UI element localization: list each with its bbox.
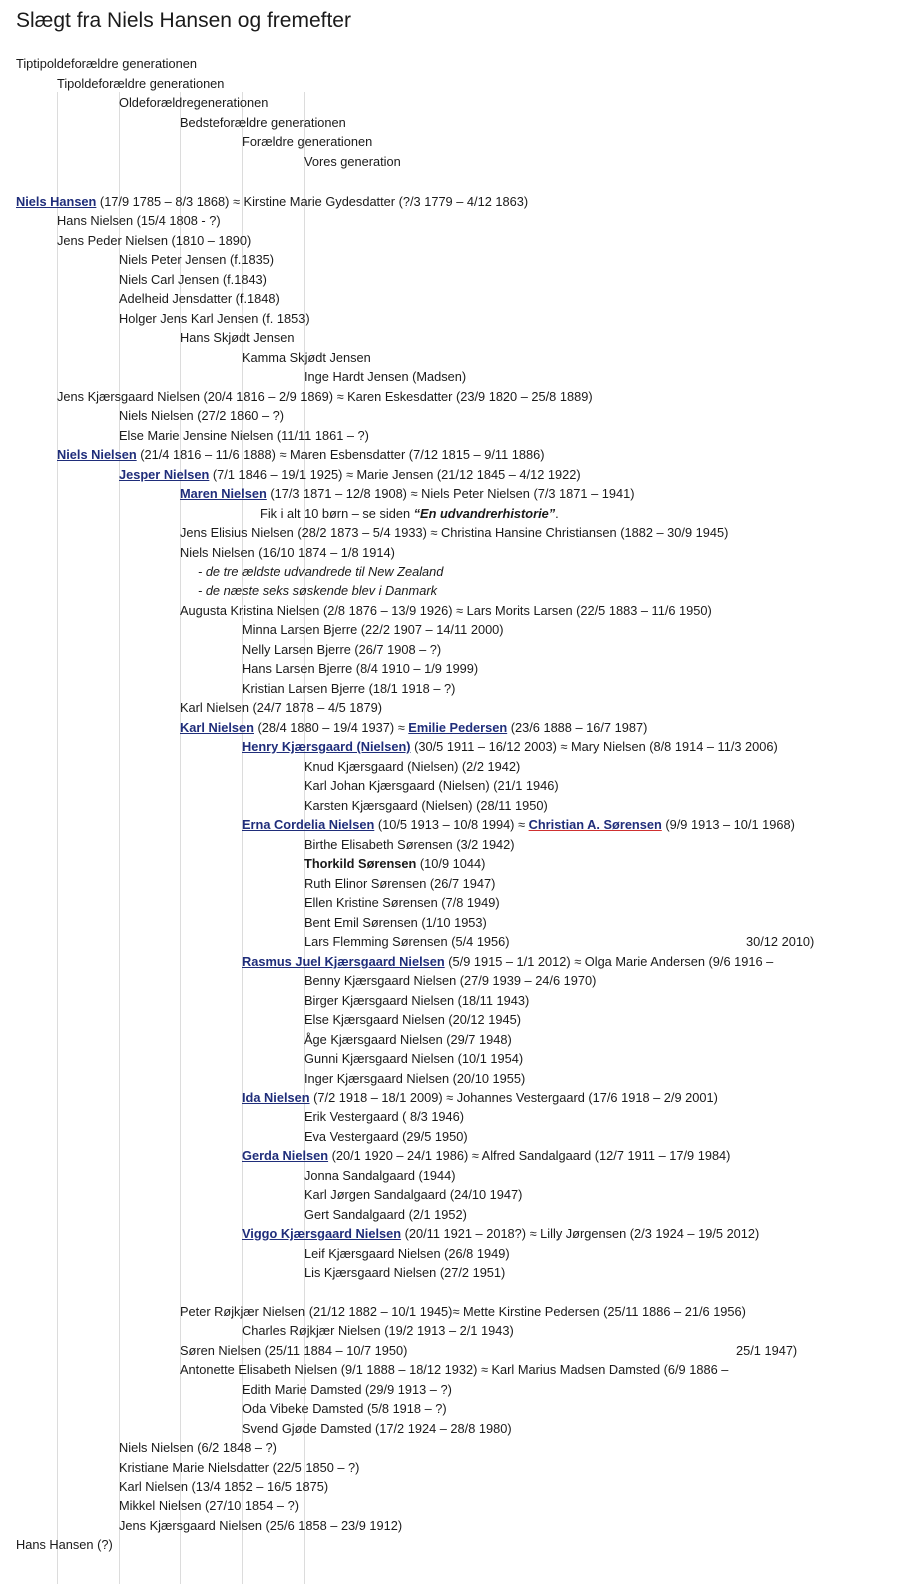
person-entry xyxy=(304,1011,521,1029)
person-entry xyxy=(242,680,455,698)
person-entry xyxy=(242,1381,452,1399)
person-entry xyxy=(180,329,295,347)
wrapped-date-text: 30/12 2010) xyxy=(746,934,815,949)
entry-text: Kamma Skjødt Jensen xyxy=(242,350,371,365)
entry-text: Edith Marie Damsted (29/9 1913 – ?) xyxy=(242,1382,452,1397)
entry-text: (21/4 1816 – 11/6 1888) ≈ Maren Esbensdatter (7/12 1815 – 9/11 1886) xyxy=(136,447,545,462)
person-entry xyxy=(119,407,284,425)
entry-text: (28/4 1880 – 19/4 1937) ≈ xyxy=(253,720,409,735)
person-entry xyxy=(16,193,528,211)
person-entry xyxy=(242,1322,514,1340)
entry-text: Nelly Larsen Bjerre (26/7 1908 – ?) xyxy=(242,642,442,657)
person-entry xyxy=(119,427,369,445)
entry-text: Lars Flemming Sørensen (5/4 1956) xyxy=(304,934,510,949)
entry-text: Adelheid Jensdatter (f.1848) xyxy=(119,291,280,306)
person-entry xyxy=(242,1147,730,1165)
person-link[interactable]: Karl Nielsen xyxy=(180,720,254,735)
entry-text: Inger Kjærsgaard Nielsen (20/10 1955) xyxy=(304,1071,526,1086)
person-entry xyxy=(304,1050,523,1068)
person-entry xyxy=(180,719,647,737)
generation-header: Forældre generationen xyxy=(242,134,373,149)
person-entry xyxy=(304,836,515,854)
entry-text: Minna Larsen Bjerre (22/2 1907 – 14/11 2000) xyxy=(242,622,504,637)
entry-text: (20/11 1921 – 2018?) ≈ Lilly Jørgensen (2/3 1924 – 19/5 2012) xyxy=(401,1226,760,1241)
person-link[interactable]: Niels Hansen xyxy=(16,194,97,209)
person-entry xyxy=(242,1420,512,1438)
entry-text: (10/5 1913 – 10/8 1994) ≈ xyxy=(374,817,529,832)
person-entry xyxy=(304,1206,467,1224)
entry-text: (7/2 1918 – 18/1 2009) ≈ Johannes Vestergaard (17/6 1918 – 2/9 2001) xyxy=(309,1090,718,1105)
person-entry xyxy=(242,349,371,367)
entry-text: Birger Kjærsgaard Nielsen (18/11 1943) xyxy=(304,993,530,1008)
person-entry xyxy=(119,1497,299,1515)
person-entry xyxy=(242,641,441,659)
entry-text: Augusta Kristina Nielsen (2/8 1876 – 13/9 1926) ≈ Lars Morits Larsen (22/5 1883 – 11/6 1950) xyxy=(180,603,712,618)
person-entry xyxy=(304,1167,456,1185)
person-entry xyxy=(304,1264,505,1282)
person-entry xyxy=(180,524,728,542)
generation-guide-line xyxy=(57,92,58,1584)
entry-text: Karl Nielsen (24/7 1878 – 4/5 1879) xyxy=(180,700,383,715)
page-reference: “En udvandrerhistorie” xyxy=(413,506,556,521)
person-entry xyxy=(119,1478,328,1496)
person-link[interactable]: Erna Cordelia Nielsen xyxy=(242,817,375,832)
entry-text: Niels Nielsen (27/2 1860 – ?) xyxy=(119,408,285,423)
entry-text: Niels Peter Jensen (f.1835) xyxy=(119,252,275,267)
entry-text: Hans Larsen Bjerre (8/4 1910 – 1/9 1999) xyxy=(242,661,479,676)
entry-text: Thorkild Sørensen xyxy=(304,856,417,871)
person-entry xyxy=(304,777,559,795)
person-entry xyxy=(304,875,495,893)
entry-text: Benny Kjærsgaard Nielsen (27/9 1939 – 24/6 1970) xyxy=(304,973,597,988)
entry-text: Karl Nielsen (13/4 1852 – 16/5 1875) xyxy=(119,1479,329,1494)
entry-text: Jens Kjærsgaard Nielsen (20/4 1816 – 2/9 1869) ≈ Karen Eskesdatter (23/9 1820 – 25/8 1889) xyxy=(57,389,593,404)
entry-text: Ruth Elinor Sørensen (26/7 1947) xyxy=(304,876,496,891)
entry-text: Leif Kjærsgaard Nielsen (26/8 1949) xyxy=(304,1246,510,1261)
entry-text: Hans Hansen (?) xyxy=(16,1537,113,1552)
generation-header: Tipoldeforældre generationen xyxy=(57,76,225,91)
person-entry xyxy=(304,855,485,873)
entry-text: Fik i alt 10 børn – se siden xyxy=(260,506,414,521)
person-link[interactable]: Niels Nielsen xyxy=(57,447,137,462)
entry-text: Gunni Kjærsgaard Nielsen (10/1 1954) xyxy=(304,1051,524,1066)
generation-header: Vores generation xyxy=(304,154,401,169)
entry-text: Mikkel Nielsen (27/10 1854 – ?) xyxy=(119,1498,299,1513)
generation-header: Bedsteforældre generationen xyxy=(180,115,346,130)
entry-text: Charles Røjkjær Nielsen (19/2 1913 – 2/1 1943) xyxy=(242,1323,514,1338)
person-entry xyxy=(119,466,581,484)
person-entry xyxy=(119,310,310,328)
person-link[interactable]: Viggo Kjærsgaard Nielsen xyxy=(242,1226,402,1241)
generation-header: Oldeforældregenerationen xyxy=(119,95,269,110)
person-entry xyxy=(180,1361,728,1379)
entry-text: (20/1 1920 – 24/1 1986) ≈ Alfred Sandalgaard (12/7 1911 – 17/9 1984) xyxy=(328,1148,731,1163)
entry-text: Birthe Elisabeth Sørensen (3/2 1942) xyxy=(304,837,515,852)
entry-text: (5/9 1915 – 1/1 2012) ≈ Olga Marie Andersen (9/6 1916 – xyxy=(444,954,774,969)
person-entry xyxy=(304,368,466,386)
person-entry xyxy=(119,1517,402,1535)
person-entry xyxy=(119,271,267,289)
person-entry xyxy=(242,738,778,756)
person-entry xyxy=(242,953,773,971)
entry-text: Knud Kjærsgaard (Nielsen) (2/2 1942) xyxy=(304,759,521,774)
person-entry xyxy=(119,290,280,308)
person-link[interactable]: Maren Nielsen xyxy=(180,486,267,501)
person-entry xyxy=(242,621,504,639)
generation-header: Tiptipoldeforældre generationen xyxy=(16,56,197,71)
person-entry xyxy=(57,232,251,250)
person-entry xyxy=(119,1459,359,1477)
person-entry xyxy=(304,1031,512,1049)
entry-text: Ellen Kristine Sørensen (7/8 1949) xyxy=(304,895,500,910)
person-entry xyxy=(57,446,544,464)
entry-text: Holger Jens Karl Jensen (f. 1853) xyxy=(119,311,310,326)
entry-text: Karsten Kjærsgaard (Nielsen) (28/11 1950) xyxy=(304,798,548,813)
person-entry xyxy=(304,972,596,990)
person-entry xyxy=(180,485,635,503)
person-entry xyxy=(119,251,274,269)
person-entry xyxy=(180,1303,746,1321)
entry-text: . xyxy=(555,506,559,521)
person-entry xyxy=(304,797,548,815)
person-entry xyxy=(242,1400,447,1418)
entry-text: Lis Kjærsgaard Nielsen (27/2 1951) xyxy=(304,1265,506,1280)
entry-text: - de næste seks søskende blev i Danmark xyxy=(198,583,437,598)
person-entry xyxy=(57,212,221,230)
person-entry xyxy=(242,816,795,834)
entry-text: Jonna Sandalgaard (1944) xyxy=(304,1168,456,1183)
person-entry xyxy=(180,699,382,717)
person-link[interactable]: Emilie Pedersen xyxy=(408,720,508,735)
entry-text: Jens Elisius Nielsen (28/2 1873 – 5/4 1933) ≈ Christina Hansine Christiansen (1882 – 30/9 1945) xyxy=(180,525,729,540)
entry-text: (10/9 1044) xyxy=(416,856,486,871)
entry-text: Karl Johan Kjærsgaard (Nielsen) (21/1 1946) xyxy=(304,778,559,793)
person-link[interactable]: Gerda Nielsen xyxy=(242,1148,329,1163)
person-entry xyxy=(242,1225,759,1243)
entry-text: (23/6 1888 – 16/7 1987) xyxy=(507,720,648,735)
page-title: Slægt fra Niels Hansen og fremefter xyxy=(16,9,351,32)
entry-text: Peter Røjkjær Nielsen (21/12 1882 – 10/1 1945)≈ Mette Kirstine Pedersen (25/11 1886 – 21/6 1956) xyxy=(180,1304,746,1319)
entry-text: Søren Nielsen (25/11 1884 – 10/7 1950) xyxy=(180,1343,408,1358)
person-entry xyxy=(180,544,395,562)
entry-text: Eva Vestergaard (29/5 1950) xyxy=(304,1129,468,1144)
person-entry xyxy=(304,933,510,951)
person-link[interactable]: Christian A. Sørensen xyxy=(528,817,662,832)
person-entry xyxy=(304,1245,510,1263)
entry-text: Gert Sandalgaard (2/1 1952) xyxy=(304,1207,467,1222)
person-link[interactable]: Henry Kjærsgaard (Nielsen) xyxy=(242,739,411,754)
person-entry xyxy=(304,1186,522,1204)
wrapped-date-text: 25/1 1947) xyxy=(736,1343,798,1358)
person-entry xyxy=(304,1070,525,1088)
entry-text: Kristiane Marie Nielsdatter (22/5 1850 – ?) xyxy=(119,1460,360,1475)
entry-text: Else Marie Jensine Nielsen (11/11 1861 – ?) xyxy=(119,428,369,443)
person-entry xyxy=(304,1128,468,1146)
person-entry xyxy=(260,505,559,523)
person-entry xyxy=(180,602,712,620)
entry-text: Erik Vestergaard ( 8/3 1946) xyxy=(304,1109,465,1124)
entry-text: Karl Jørgen Sandalgaard (24/10 1947) xyxy=(304,1187,523,1202)
person-link[interactable]: Jesper Nielsen xyxy=(119,467,210,482)
person-entry xyxy=(57,388,593,406)
entry-text: Niels Carl Jensen (f.1843) xyxy=(119,272,267,287)
entry-text: Jens Peder Nielsen (1810 – 1890) xyxy=(57,233,252,248)
entry-text: (9/9 1913 – 10/1 1968) xyxy=(661,817,795,832)
entry-text: Jens Kjærsgaard Nielsen (25/6 1858 – 23/9 1912) xyxy=(119,1518,403,1533)
person-entry xyxy=(242,1089,718,1107)
person-entry xyxy=(304,894,500,912)
entry-text: Svend Gjøde Damsted (17/2 1924 – 28/8 1980) xyxy=(242,1421,512,1436)
entry-text: (17/3 1871 – 12/8 1908) ≈ Niels Peter Nielsen (7/3 1871 – 1941) xyxy=(266,486,635,501)
person-link[interactable]: Rasmus Juel Kjærsgaard Nielsen xyxy=(242,954,445,969)
person-entry xyxy=(16,1536,113,1554)
person-entry xyxy=(180,1342,407,1360)
person-link[interactable]: Ida Nielsen xyxy=(242,1090,310,1105)
entry-text: Niels Nielsen (16/10 1874 – 1/8 1914) xyxy=(180,545,395,560)
entry-text: - de tre ældste udvandrede til New Zealand xyxy=(198,564,444,579)
person-entry xyxy=(304,914,487,932)
entry-text: Oda Vibeke Damsted (5/8 1918 – ?) xyxy=(242,1401,447,1416)
person-entry xyxy=(198,582,437,600)
entry-text: (17/9 1785 – 8/3 1868) ≈ Kirstine Marie Gydesdatter (?/3 1779 – 4/12 1863) xyxy=(96,194,529,209)
person-entry xyxy=(242,660,478,678)
entry-text: Inge Hardt Jensen (Madsen) xyxy=(304,369,467,384)
person-entry xyxy=(119,1439,277,1457)
person-entry xyxy=(304,1108,464,1126)
entry-text: (30/5 1911 – 16/12 2003) ≈ Mary Nielsen (8/8 1914 – 11/3 2006) xyxy=(410,739,778,754)
entry-text: Bent Emil Sørensen (1/10 1953) xyxy=(304,915,487,930)
entry-text: Else Kjærsgaard Nielsen (20/12 1945) xyxy=(304,1012,521,1027)
person-entry xyxy=(304,758,520,776)
entry-text: Hans Skjødt Jensen xyxy=(180,330,295,345)
person-entry xyxy=(198,563,443,581)
entry-text: Hans Nielsen (15/4 1808 - ?) xyxy=(57,213,221,228)
entry-text: Niels Nielsen (6/2 1848 – ?) xyxy=(119,1440,277,1455)
entry-text: Åge Kjærsgaard Nielsen (29/7 1948) xyxy=(304,1032,512,1047)
entry-text: Antonette Elisabeth Nielsen (9/1 1888 – 18/12 1932) ≈ Karl Marius Madsen Damsted (6/9 1886 – xyxy=(180,1362,729,1377)
entry-text: Kristian Larsen Bjerre (18/1 1918 – ?) xyxy=(242,681,456,696)
person-entry xyxy=(304,992,529,1010)
entry-text: (7/1 1846 – 19/1 1925) ≈ Marie Jensen (21/12 1845 – 4/12 1922) xyxy=(209,467,581,482)
